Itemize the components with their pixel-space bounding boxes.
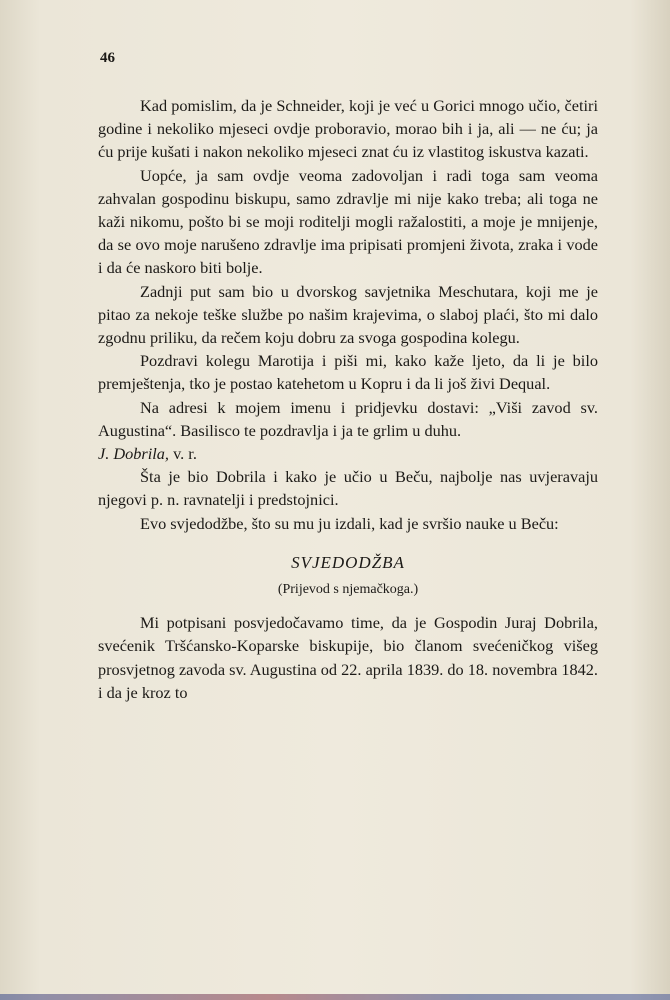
page-edge-decoration	[0, 994, 670, 1000]
paragraph-address: Na adresi k mojem imenu i pridjevku dostavi: „Viši zavod sv. Augustina“. Basilisco te pozdravlja i ja te grlim u duhu.	[98, 397, 598, 440]
paragraph-maroti: Pozdravi kolegu Marotija i piši mi, kako kaže ljeto, da li je bilo premještenja, tko je postao katehetom u Kopru i da li još živi Dequal.	[98, 351, 598, 394]
page-number: 46	[100, 50, 115, 66]
signature-name: J. Dobrila,	[98, 444, 169, 464]
paragraph-schneider: Kad pomislim, da je Schneider, koji je već u Gorici mnogo učio, četiri godine i nekoliko mjeseci ovdje proboravio, morao bih i ja, ali — ne ću; ja ću prije kušati i nakon nekoliko mjeseci znat ću iz vlastitog iskustva kazati.	[98, 96, 598, 162]
paragraph-dobrila: Šta je bio Dobrila i kako je učio u Beču, najbolje nas uvjeravaju njegovi p. n. ravnatelji i predstojnici.	[98, 467, 598, 510]
certificate-heading: SVJEDODŽBA	[291, 552, 405, 572]
signature	[98, 442, 598, 465]
body-text	[98, 94, 598, 704]
signature-suffix: v. r.	[173, 444, 197, 464]
certificate-subheading: (Prijevod s njemačkoga.)	[277, 582, 419, 598]
paragraph-meschutar: Zadnji put sam bio u dvorskog savjetnika Meschutara, koji me je pitao za nekoje teške službe po našim krajevima, o slaboj plaći, što mi dalo zgodnu priliku, da rečem koju dobru za svoga gospodina kolegu.	[98, 281, 598, 348]
paragraph-certificate-body: Mi potpisani posvjedočavamo time, da je Gospodin Juraj Dobrila, svećenik Tršćansko-Koparske biskupije, bio članom svećeničkog višeg prosvjetnog zavoda sv. Augustina od 22. aprila 1839. do 18. novembra 1842. i da je kroz to	[98, 613, 598, 702]
paragraph-certificate-intro: Evo svjedodžbe, što su mu ju izdali, kad je svršio nauke u Beču:	[140, 513, 559, 533]
paragraph-health: Uopće, ja sam ovdje veoma zadovoljan i radi toga sam veoma zahvalan gospodinu biskupu, samo zdravlje mi nije kako treba; ali toga ne kaži nikomu, pošto bi se moji roditelji mogli ražalostiti, a moje je mnijenje, da se ovo moje narušeno zdravlje ima pripisati promjeni života, zraka i vode i da će naskoro biti bolje.	[98, 165, 598, 278]
